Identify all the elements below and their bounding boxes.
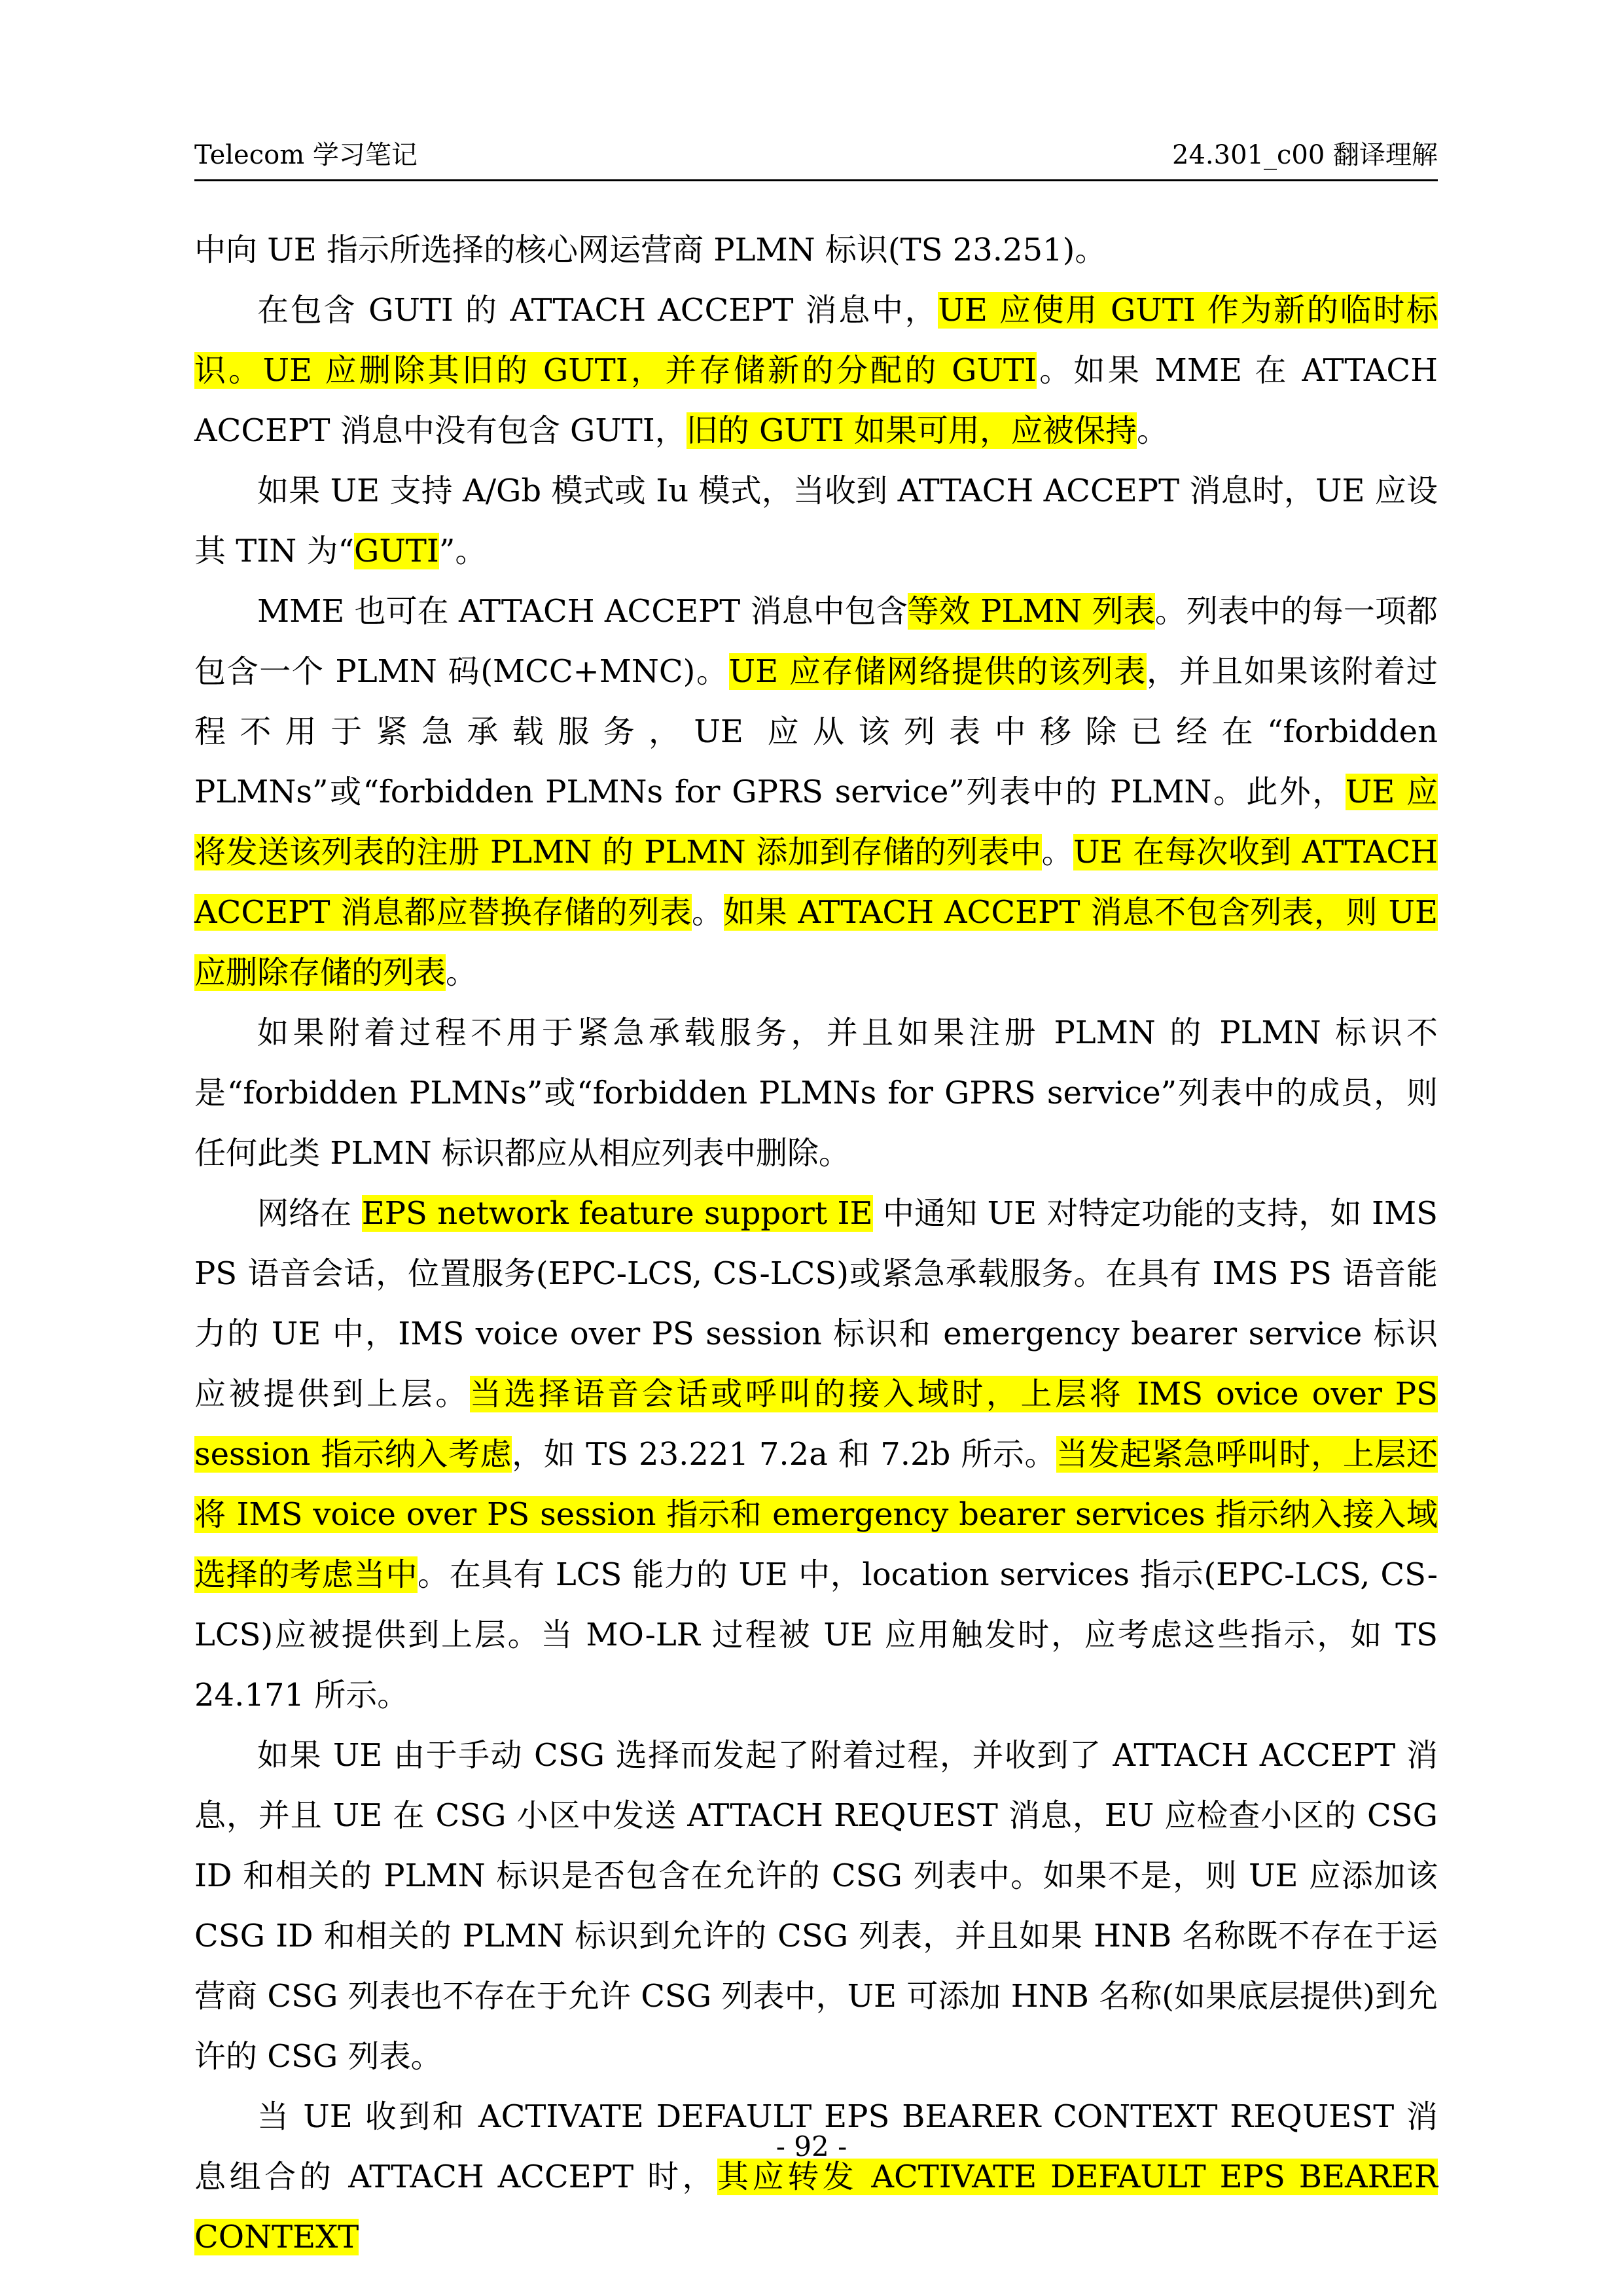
paragraph (194, 1725, 1438, 2087)
text-run: 。 (692, 894, 724, 931)
highlighted-text: EPS network feature support IE (361, 1195, 873, 1232)
highlighted-text: 等效 PLMN 列表 (907, 593, 1155, 630)
text-run: 。在具有 LCS 能力的 UE 中，location services 指示(EPC-LCS, CS-LCS)应被提供到上层。当 MO-LR 过程被 UE 应用触发时，应考虑这些指示，如 TS 24.171 所示。 (194, 1556, 1438, 1713)
text-run: 如果 UE 支持 A/Gb 模式或 Iu 模式，当收到 ATTACH ACCEPT 消息时，UE 应设其 TIN 为“ (194, 473, 1438, 569)
text-run: ，并且如果该附着过程不用于紧急承载服务，UE 应从该列表中移除已经在“forbidden PLMNs”或“forbidden PLMNs for GPRS service”列表中的 PLMN。此外， (194, 653, 1438, 810)
text-run: 。如果 MME 在 ATTACH ACCEPT 消息中没有包含 GUTI， (194, 352, 1438, 449)
text-run: ，如 TS 23.221 7.2a 和 7.2b 所示。 (512, 1436, 1057, 1473)
highlighted-text: UE 应存储网络提供的该列表 (728, 653, 1147, 690)
paragraph (194, 461, 1438, 581)
text-run: 。 (1137, 412, 1169, 449)
highlighted-text: 旧的 GUTI 如果可用，应被保持 (686, 412, 1137, 449)
text-run: 中通知 UE 对特定功能的支持，如 IMS PS 语音会话，位置服务(EPC-LCS, CS-LCS)或紧急承载服务。在具有 IMS PS 语音能力的 UE 中，IMS voice over PS session 标识和 emergency bearer service 标识应被提供到上层。 (194, 1195, 1438, 1412)
body-text (194, 220, 1438, 2267)
paragraph (194, 1003, 1438, 1183)
paragraph (194, 220, 1438, 280)
paragraph (194, 280, 1438, 461)
text-run: 。 (1041, 834, 1074, 870)
text-run: 如果附着过程不用于紧急承载服务，并且如果注册 PLMN 的 PLMN 标识不是“forbidden PLMNs”或“forbidden PLMNs for GPRS service”列表中的成员，则任何此类 PLMN 标识都应从相应列表中删除。 (194, 1014, 1438, 1172)
text-run: 网络在 (257, 1195, 362, 1232)
paragraph (194, 581, 1438, 1003)
text-run: MME 也可在 ATTACH ACCEPT 消息中包含 (257, 593, 908, 630)
highlighted-text: 当选择语音会话或呼叫的接入域时，上层将 IMS ovice over PS session 指示纳入考虑 (194, 1376, 1438, 1473)
text-run: 当 UE 收到和 ACTIVATE DEFAULT EPS BEARER CONTEXT REQUEST 消息组合的 ATTACH ACCEPT 时， (194, 2098, 1438, 2195)
paragraph (194, 1183, 1438, 1725)
text-run: 如果 UE 由于手动 CSG 选择而发起了附着过程，并收到了 ATTACH ACCEPT 消息，并且 UE 在 CSG 小区中发送 ATTACH REQUEST 消息，EU 应检查小区的 CSG ID 和相关的 PLMN 标识是否包含在允许的 CSG 列表中。如果不是，则 UE 应添加该 CSG ID 和相关的 PLMN 标识到允许的 CSG 列表，并且如果 HNB 名称既不存在于运营商 CSG 列表也不存在于允许 CSG 列表中，UE 可添加 HNB 名称(如果底层提供)到允许的 CSG 列表。 (194, 1737, 1438, 2075)
paragraph (194, 2087, 1438, 2267)
highlighted-text: UE 应使用 GUTI 作为新的临时标识。UE 应删除其旧的 GUTI，并存储新的分配的 GUTI (194, 292, 1438, 389)
text-run: 在包含 GUTI 的 ATTACH ACCEPT 消息中， (257, 292, 938, 329)
highlighted-text: 如果 ATTACH ACCEPT 消息不包含列表，则 UE 应删除存储的列表 (194, 894, 1438, 991)
highlighted-text: GUTI (354, 533, 439, 569)
header-right-title: 24.301_c00 翻译理解 (1172, 140, 1438, 170)
page-header (194, 136, 1438, 181)
text-run: 中向 UE 指示所选择的核心网运营商 PLMN 标识(TS 23.251)。 (194, 232, 1107, 268)
header-left-title: Telecom 学习笔记 (194, 140, 418, 170)
highlighted-text: 当发起紧急呼叫时，上层还将 IMS voice over PS session 指示和 emergency bearer services 指示纳入接入域选择的考虑当中 (194, 1436, 1438, 1593)
page-number: - 92 - (776, 2130, 847, 2162)
text-run: 。列表中的每一项都包含一个 PLMN 码(MCC+MNC)。 (194, 593, 1438, 690)
text-run: ”。 (438, 533, 487, 569)
highlighted-text: UE 在每次收到 ATTACH ACCEPT 消息都应替换存储的列表 (194, 834, 1438, 931)
text-run: 。 (446, 954, 478, 991)
highlighted-text: UE 应将发送该列表的注册 PLMN 的 PLMN 添加到存储的列表中 (194, 774, 1438, 870)
highlighted-text: 其应转发 ACTIVATE DEFAULT EPS BEARER CONTEXT (194, 2159, 1438, 2255)
